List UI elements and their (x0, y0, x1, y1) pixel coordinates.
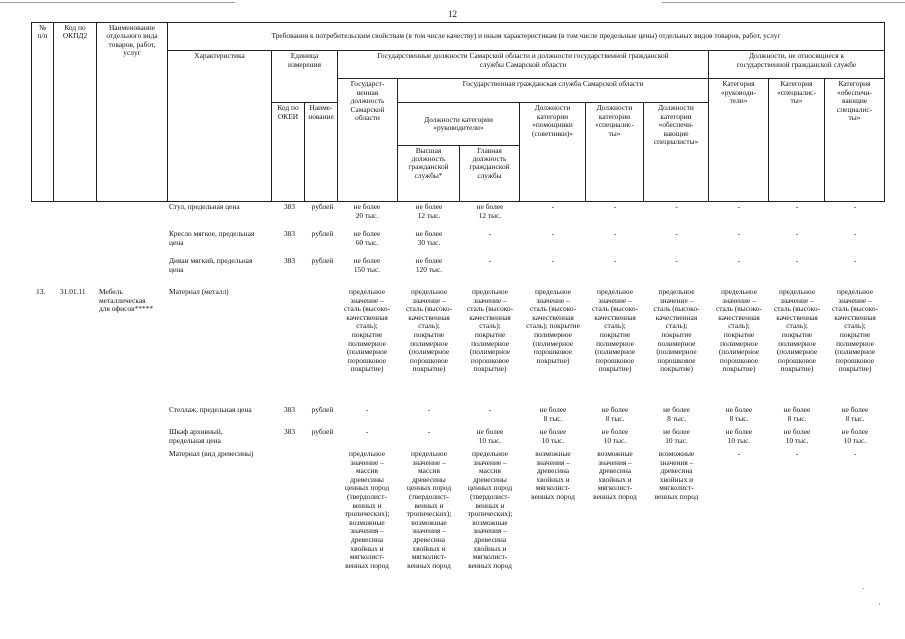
row-value: предельное значение – сталь (высоко- качественная сталь); покрытие полимерное (полимерное порошковое покрытие) (526, 287, 580, 365)
row-value: не более 8 тыс. (539, 405, 567, 423)
row-value: не более 12 тыс. (415, 202, 443, 220)
row-value: - (488, 405, 492, 414)
header-characteristic: Характеристика (168, 51, 272, 202)
row-value: - (853, 449, 857, 458)
row-value: не более 150 тыс. (353, 256, 381, 274)
row-value: - (853, 202, 857, 211)
row-name: Мебель металлическая для офисов***** (99, 287, 154, 314)
row-value: не более 30 тыс. (415, 229, 443, 247)
header-name: Наименование отдельного вида товаров, работ, услуг (97, 23, 168, 202)
row-value: предельное значение – массив древесины ценных пород (твердолист- венных и тропических); возможные значения – древесина хвойных и мягколист- венных пород (467, 449, 513, 570)
header-gov-pos: Государст- венная должность Самарской области (338, 79, 398, 202)
row-characteristic: Стул, предельная цена (169, 202, 240, 211)
row-value: предельное значение – сталь (высоко- качественная сталь); покрытие полимерное (полимерное порошковое покрытие) (715, 287, 763, 374)
row-value: - (427, 405, 431, 414)
header-assistants: Должности категории «помощники (советники)» (520, 103, 586, 202)
header-supporting: Должности категории «обеспечи- вающие специалисты» (644, 103, 709, 202)
row-value: - (551, 229, 555, 238)
row-value: - (795, 256, 799, 265)
row-value: - (427, 427, 431, 436)
row-value: - (551, 202, 555, 211)
row-unit: рублей (311, 202, 334, 211)
row-value: - (613, 229, 617, 238)
row-value: предельное значение – массив древесины ценных пород (твердолист- венных и тропических); возможные значения – древесина хвойных и мягколист- венных пород (406, 449, 452, 570)
header-num: № п/п (32, 23, 54, 202)
row-value: не более 8 тыс. (601, 405, 629, 423)
row-value: не более 8 тыс. (783, 405, 811, 423)
row-value: предельное значение – сталь (высоко- качественная сталь); покрытие полимерное (полимерное порошковое покрытие) (831, 287, 879, 374)
header-okpd: Код по ОКПД2 (54, 23, 97, 202)
row-value: не более 10 тыс. (783, 427, 811, 445)
row-value: - (737, 449, 741, 458)
row-value: не более 8 тыс. (663, 405, 690, 423)
page-top-rule-left (0, 2, 235, 3)
row-value: предельное значение – сталь (высоко- качественная сталь); покрытие полимерное (полимерное порошковое покрытие) (591, 287, 639, 374)
row-characteristic: Материал (металл) (169, 287, 229, 296)
row-unit: рублей (311, 256, 334, 265)
row-characteristic: Кресло мягкое, предельная цена (169, 229, 255, 247)
row-value: не более 10 тыс. (476, 427, 504, 445)
row-value: возможные значения – древесина хвойных и мягколист- венных пород (531, 449, 575, 501)
scan-mark: · (862, 585, 865, 593)
row-value: - (737, 256, 741, 265)
row-unit: рублей (311, 405, 334, 414)
row-value: - (795, 202, 799, 211)
row-value: - (551, 256, 555, 265)
row-value: не более 10 тыс. (601, 427, 629, 445)
row-characteristic: Стеллаж, предельная цена (169, 405, 252, 414)
row-num: 13. (36, 287, 46, 296)
row-value: - (795, 229, 799, 238)
header-specialists: Должности категории «специалис- ты» (586, 103, 644, 202)
header-heads: Должности категории «руководители» (398, 103, 520, 145)
row-value: - (675, 229, 678, 238)
row-unit: рублей (311, 229, 334, 238)
row-value: не более 12 тыс. (476, 202, 504, 220)
row-value: - (488, 229, 492, 238)
row-value: не более 120 тыс. (415, 256, 443, 274)
row-value: - (675, 256, 678, 265)
row-okei: 383 (283, 405, 296, 414)
header-requirements: Требования к потребительским свойствам (в том числе качеству) и иным характеристикам (в том числе предельные цены) отдельных видов товаров, работ, услуг (168, 23, 885, 51)
row-value: - (795, 449, 799, 458)
header-unit-name: Наиме- нование (305, 103, 338, 202)
row-value: предельное значение – сталь (высоко- качественная сталь); покрытие полимерное (полимерное порошковое покрытие) (343, 287, 391, 374)
header-nc-supporting: Категория «обеспечи- вающие специалис- ты» (825, 79, 885, 202)
row-value: не более 10 тыс. (539, 427, 567, 445)
row-value: предельное значение – сталь (высоко- качественная сталь); покрытие полимерное (полимерное порошковое покрытие) (405, 287, 453, 374)
row-okei: 383 (283, 202, 296, 211)
row-unit: рублей (311, 427, 334, 436)
row-value: возможные значения – древесина хвойных и мягколист- венных пород (593, 449, 637, 501)
row-value: - (365, 405, 369, 414)
page-number: 12 (448, 9, 457, 19)
row-value: предельное значение – сталь (высоко- качественная сталь); покрытие полимерное (полимерное порошковое покрытие) (466, 287, 514, 374)
row-value: предельное значение – сталь (высоко- качественная сталь); покрытие полимерное (полимерное порошковое покрытие) (773, 287, 821, 374)
row-value: не более 20 тыс. (353, 202, 381, 220)
row-value: возможные значения – древесина хвойных и мягколист- венных пород (654, 449, 699, 501)
row-okpd: 31.01.11 (60, 287, 86, 296)
row-value: не более 10 тыс. (725, 427, 753, 445)
row-value: не более 60 тыс. (353, 229, 381, 247)
row-value: - (488, 256, 492, 265)
table-header (31, 22, 885, 202)
row-value: не более 10 тыс. (663, 427, 690, 445)
row-value: предельное значение – массив древесины ценных пород (твердолист- венных и тропических); возможные значения – древесина хвойных и мягколист- венных пород (344, 449, 390, 570)
header-okei: Код по ОКЕИ (272, 103, 305, 202)
header-main: Главная должность гражданской службы (460, 145, 520, 201)
row-value: не более 8 тыс. (841, 405, 869, 423)
row-value: - (675, 202, 678, 211)
row-value: не более 10 тыс. (841, 427, 869, 445)
row-characteristic: Материал (вид древесины) (169, 449, 254, 458)
row-value: - (737, 229, 741, 238)
header-unit: Единица измерения (272, 51, 338, 103)
header-gov-group: Государственные должности Самарской области и должности государственной гражданской службы Самарской области (338, 51, 709, 79)
header-nc-heads: Категория «руководи- тели» (709, 79, 769, 202)
row-characteristic: Шкаф архивный, предельная цена (169, 427, 223, 445)
row-okei: 383 (283, 229, 296, 238)
row-okei: 383 (283, 427, 296, 436)
row-value: - (613, 202, 617, 211)
row-value: предельное значение – сталь (высоко- качественная сталь); покрытие полимерное (полимерное порошковое покрытие) (653, 287, 700, 374)
row-value: - (365, 427, 369, 436)
page-top-rule-right (662, 2, 905, 3)
row-value: - (853, 256, 857, 265)
row-value: - (737, 202, 741, 211)
scan-mark: ' (879, 602, 881, 610)
row-value: - (853, 229, 857, 238)
header-civil-service: Государственная гражданская служба Самарской области (398, 79, 709, 103)
row-okei: 383 (283, 256, 296, 265)
header-nc-specialists: Категория «специалис- ты» (769, 79, 825, 202)
row-characteristic: Диван мягкий, предельная цена (169, 256, 253, 274)
row-value: не более 8 тыс. (725, 405, 753, 423)
row-value: - (613, 256, 617, 265)
header-highest: Высшая должность гражданской службы* (398, 145, 460, 201)
header-non-civil: Должности, не относящиеся к государственной гражданской службе (709, 51, 885, 79)
